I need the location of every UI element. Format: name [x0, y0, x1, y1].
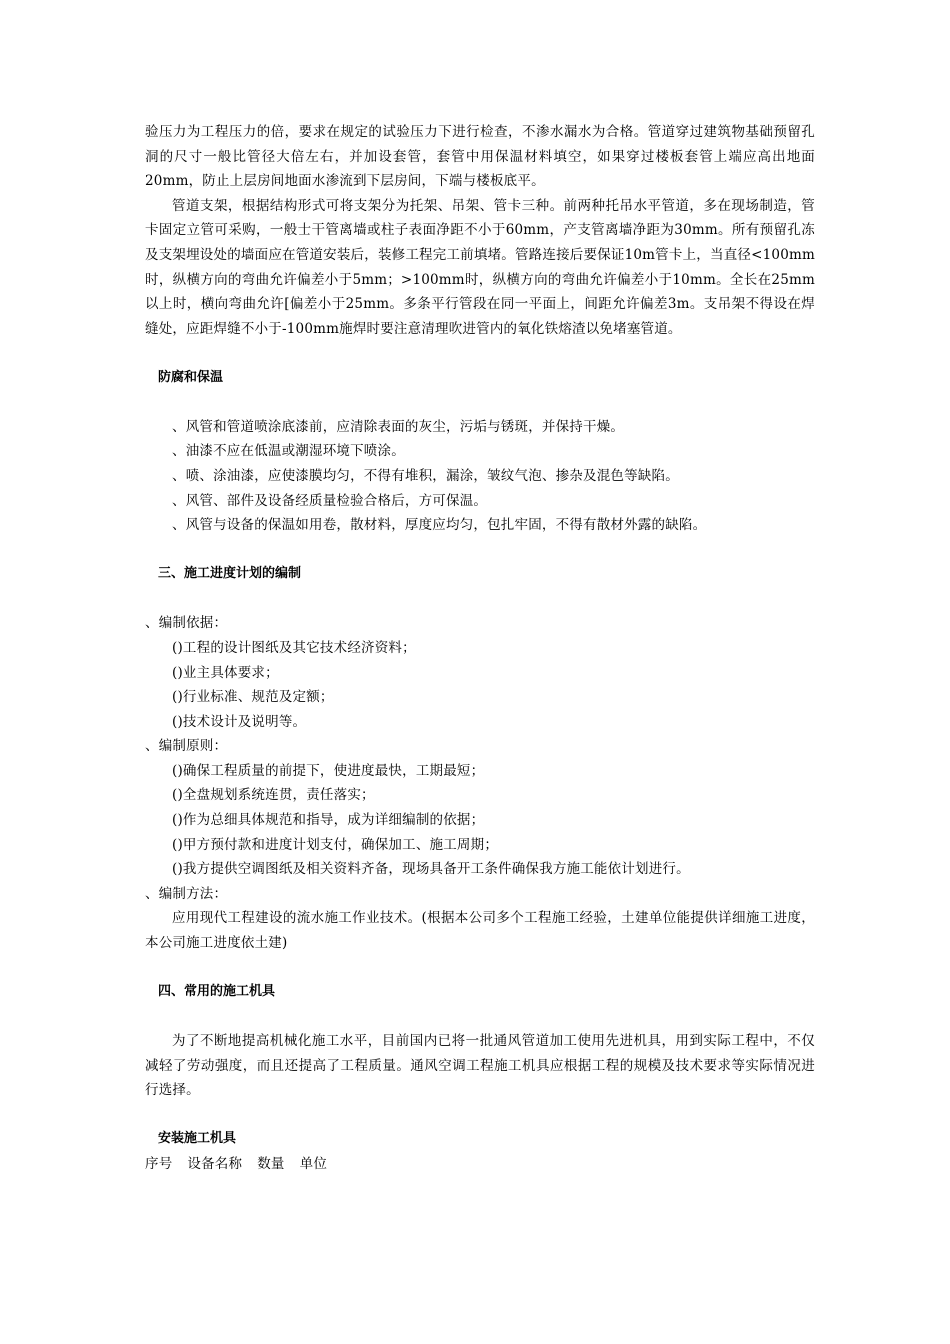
principle-label: 、编制原则：: [145, 738, 228, 755]
method-label: 、编制方法：: [145, 885, 228, 902]
table-header-row: [145, 1152, 815, 1177]
list-item: ()作为总细具体规范和指导，成为详细编制的依据；: [172, 812, 485, 829]
list-item: ()甲方预付款和进度计划支付，确保加工、施工周期；: [172, 836, 499, 853]
basis-label: 、编制依据：: [145, 615, 228, 632]
table-header-cell: 设备名称: [187, 1155, 243, 1172]
list-item: 、风管与设备的保温如用卷，散材料，厚度应均匀，包扎牢固，不得有散材外露的缺陷。: [172, 517, 707, 534]
table-header-cell: 数量: [257, 1155, 285, 1172]
heading-tools: 四、常用的施工机具: [158, 984, 276, 1000]
paragraph-pressure-test: 验压力为工程压力的倍，要求在规定的试验压力下进行检查，不渗水漏水为合格。管道穿过建筑物基础预留孔洞的尺寸一般比管径大倍左右，并加设套管，套管中用保温材料填空，如果穿过楼板套管上端应高出地面20mm，防止上层房间地面水渗流到下层房间，下端与楼板底平。: [145, 124, 815, 190]
list-item: ()确保工程质量的前提下，使进度最快，工期最短；: [172, 762, 485, 779]
paragraph-pipe-supports: 管道支架，根据结构形式可将支架分为托架、吊架、管卡三种。前两种托吊水平管道，多在现场制造，管卡固定立管可采购，一般士干管离墙或柱子表面净距不小于60mm，产支管离墙净距为30mm。所有预留孔冻及支架埋设处的墙面应在管道安装后，装修工程完工前填堵。管路连接后要保证10m管卡上，当直径<100mm时，纵横方向的弯曲允许偏差小于5mm；>100mm时，纵横方向的弯曲允许偏差小于10mm。全长在25mm以上时，横向弯曲允许[偏差小于25mm。多条平行管段在同一平面上，间距允许偏差3m。支吊架不得设在焊缝处，应距焊缝不小于-100mm施焊时要注意清理吹进管内的氧化铁熔渣以免堵塞管道。: [145, 197, 815, 337]
list-item: ()我方提供空调图纸及相关资料齐备，现场具备开工条件确保我方施工能依计划进行。: [172, 861, 690, 878]
list-item: 、风管和管道喷涂底漆前，应清除表面的灰尘，污垢与锈斑，并保持干燥。: [172, 418, 625, 435]
paragraph-method: 应用现代工程建设的流水施工作业技术。(根据本公司多个工程施工经验，土建单位能提供详细施工进度，本公司施工进度依土建): [145, 910, 815, 952]
list-item: ()工程的设计图纸及其它技术经济资料；: [172, 639, 416, 656]
document-page: [145, 120, 815, 1177]
list-item: 、风管、部件及设备经质量检验合格后，方可保温。: [172, 492, 488, 509]
table-header-cell: 序号: [145, 1155, 173, 1172]
paragraph-tools: 为了不断地提高机械化施工水平，目前国内已将一批通风管道加工使用先进机具，用到实际工程中，不仅减轻了劳动强度，而且还提高了工程质量。通风空调工程施工机具应根据工程的规模及技术要求等实际情况进行选择。: [145, 1033, 815, 1099]
table-header-cell: 单位: [299, 1155, 328, 1172]
list-item: ()行业标准、规范及定额；: [172, 689, 334, 706]
list-item: 、油漆不应在低温或潮湿环境下喷涂。: [172, 443, 405, 460]
list-item: 、喷、涂油漆，应使漆膜均匀，不得有堆积，漏涂，皱纹气泡、掺杂及混色等缺陷。: [172, 468, 679, 485]
list-item: ()技术设计及说明等。: [172, 713, 307, 730]
heading-anticorrosion: 防腐和保温: [158, 369, 224, 385]
heading-schedule: 三、施工进度计划的编制: [158, 566, 302, 582]
list-item: ()全盘规划系统连贯，责任落实；: [172, 787, 375, 804]
list-item: ()业主具体要求；: [172, 664, 279, 681]
heading-install-tools: 安装施工机具: [158, 1131, 237, 1147]
